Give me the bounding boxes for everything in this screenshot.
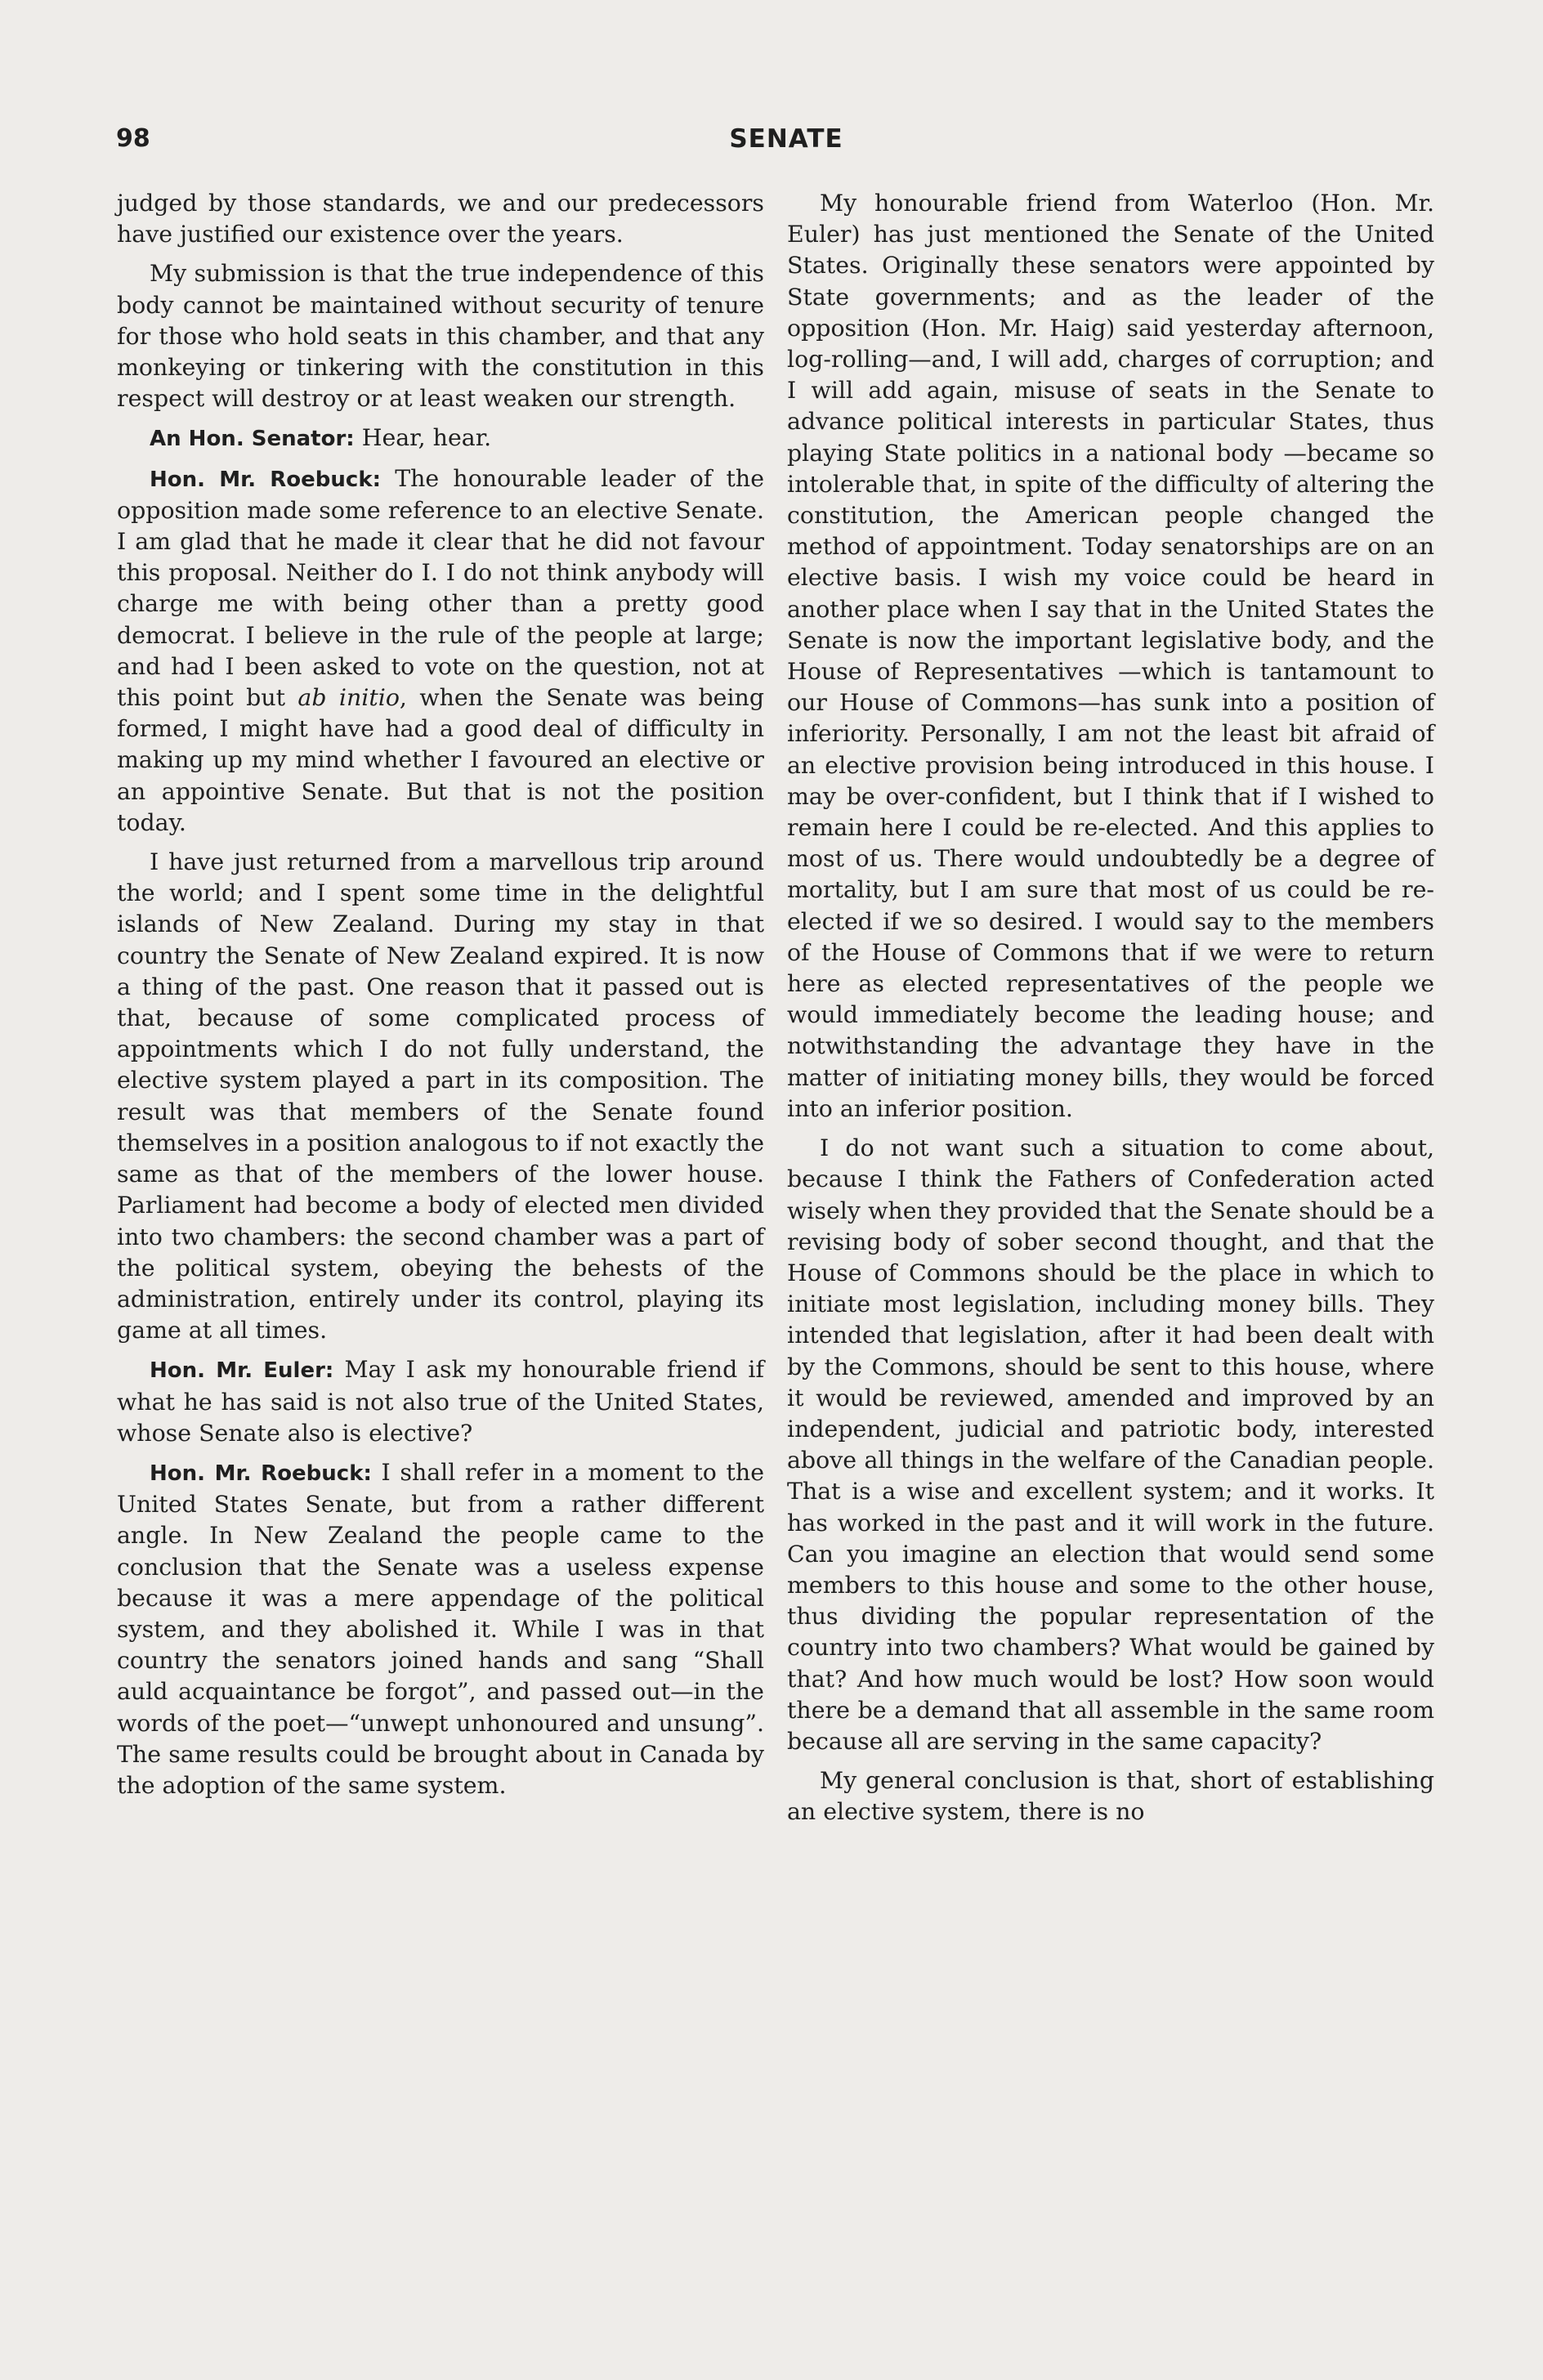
page-header xyxy=(116,124,1456,165)
speaker-label: Hon. Mr. Roebuck: xyxy=(150,1461,372,1486)
paragraph xyxy=(117,423,764,454)
paragraph: I do not want such a situation to come about, because I think the Fathers of Confederation acted wisely when they provided that the Senate should be a revising body of sober second thought, and that the House of Commons should be the place in which to initiate most legislation, including money bills. They intended that legislation, after it had been dealt with by the Commons, should be sent to this house, where it would be reviewed, amended and improved by an independent, judicial and patriotic body, interested above all things in the welfare of the Canadian people. That is a wise and excellent system; and it works. It has worked in the past and it will work in the future. Can you imagine an election that would send some members to this house and some to the other house, thus dividing the popular representation of the country into two chambers? What would be gained by that? And how much would be lost? How soon would there be a demand that all assemble in the same room because all are serving in the same capacity? xyxy=(787,1134,1434,1755)
paragraph: I have just returned from a marvellous trip around the world; and I spent some time in the delightful islands of New Zealand. During my stay in that country the Senate of New Zealand expired. It is now a thing of the past. One reason that it passed out is that, because of some complicated process of appointments which I do not fully understand, the elective system played a part in its composition. The result was that members of the Senate found themselves in a position analogous to if not exactly the same as that of the members of the lower house. Parliament had become a body of elected men divided into two chambers: the second chamber was a part of the political system, obeying the behests of the administration, entirely under its control, playing its game at all times. xyxy=(117,848,764,1344)
paragraph: My submission is that the true independence of this body cannot be maintained without security of tenure for those who hold seats in this chamber, and that any monkeying or tinkering with the constitution in this respect will destroy or at least weaken our strength. xyxy=(117,260,764,413)
running-head: SENATE xyxy=(729,124,843,154)
left-column xyxy=(117,188,764,1810)
speech-text: , when the Senate was being formed, I might have had a good deal of difficulty in making up my mind whether I favoured an elective or an appointive Senate. But that is not the position today. xyxy=(117,684,764,836)
speaker-label: Hon. Mr. Euler: xyxy=(150,1358,334,1384)
paragraph: My honourable friend from Waterloo (Hon. Mr. Euler) has just mentioned the Senate of the United States. Originally these senators were appointed by State governments; and as the leader of the opposition (Hon. Mr. Haig) said yesterday afternoon, log-rolling—and, I will add, charges of corruption; and I will add again, misuse of seats in the Senate to advance political interests in particular States, thus playing State politics in a national body —became so intolerable that, in spite of the difficulty of altering the constitution, the American people changed the method of appointment. Today senatorships are on an elective basis. I wish my voice could be heard in another place when I say that in the United States the Senate is now the important legislative body, and the House of Representatives —which is tantamount to our House of Commons—has sunk into a position of inferiority. Personally, I am not the least bit afraid of an elective provision being introduced in this house. I may be over-confident, but I think that if I wished to remain here I could be re-elected. And this applies to most of us. There would undoubtedly be a degree of mortality, but I am sure that most of us could be re-elected if we so desired. I would say to the members of the House of Commons that if we were to return here as elected representatives of the people we would immediately become the leading house; and notwithstanding the advantage they have in the matter of initiating money bills, they would be forced into an inferior position. xyxy=(787,190,1434,1122)
speech-text: May I ask my honourable friend if what he has said is not also true of the United States, whose Senate also is elective? xyxy=(117,1356,765,1447)
speech-text: The honourable leader of the opposition made some reference to an elective Senate. I am glad that he made it clear that he did not favour this proposal. Neither do I. I do not think anybody will charge me with being other than a pretty good democrat. I believe in the rule of the people at large; and had I been asked to vote on the question, not at this point but xyxy=(117,464,764,712)
speech-text: I shall refer in a moment to the United States Senate, but from a rather different angle. In New Zealand the people came to the conclusion that the Senate was a useless expense because it was a mere appendage of the political system, and they abolished it. While I was in that country the senators joined hands and sang “Shall auld acquaintance be forgot”, and passed out—in the words of the poet—“unwept unhonoured and unsung”. The same results could be brought about in Canada by the adoption of the same system. xyxy=(117,1458,765,1799)
speaker-label: An Hon. Senator: xyxy=(150,427,355,452)
speaker-label: Hon. Mr. Roebuck: xyxy=(150,467,382,492)
right-column xyxy=(787,188,1434,1836)
italic-phrase: ab initio xyxy=(297,684,400,712)
paragraph xyxy=(117,1354,764,1449)
paragraph: My general conclusion is that, short of establishing an elective system, there is no xyxy=(787,1767,1434,1826)
paragraph xyxy=(117,1457,764,1801)
paragraph xyxy=(117,463,764,839)
speech-text: Hear, hear. xyxy=(354,424,492,452)
page-number: 98 xyxy=(116,124,150,153)
paragraph: judged by those standards, we and our predecessors have justified our existence over the years. xyxy=(117,190,764,248)
